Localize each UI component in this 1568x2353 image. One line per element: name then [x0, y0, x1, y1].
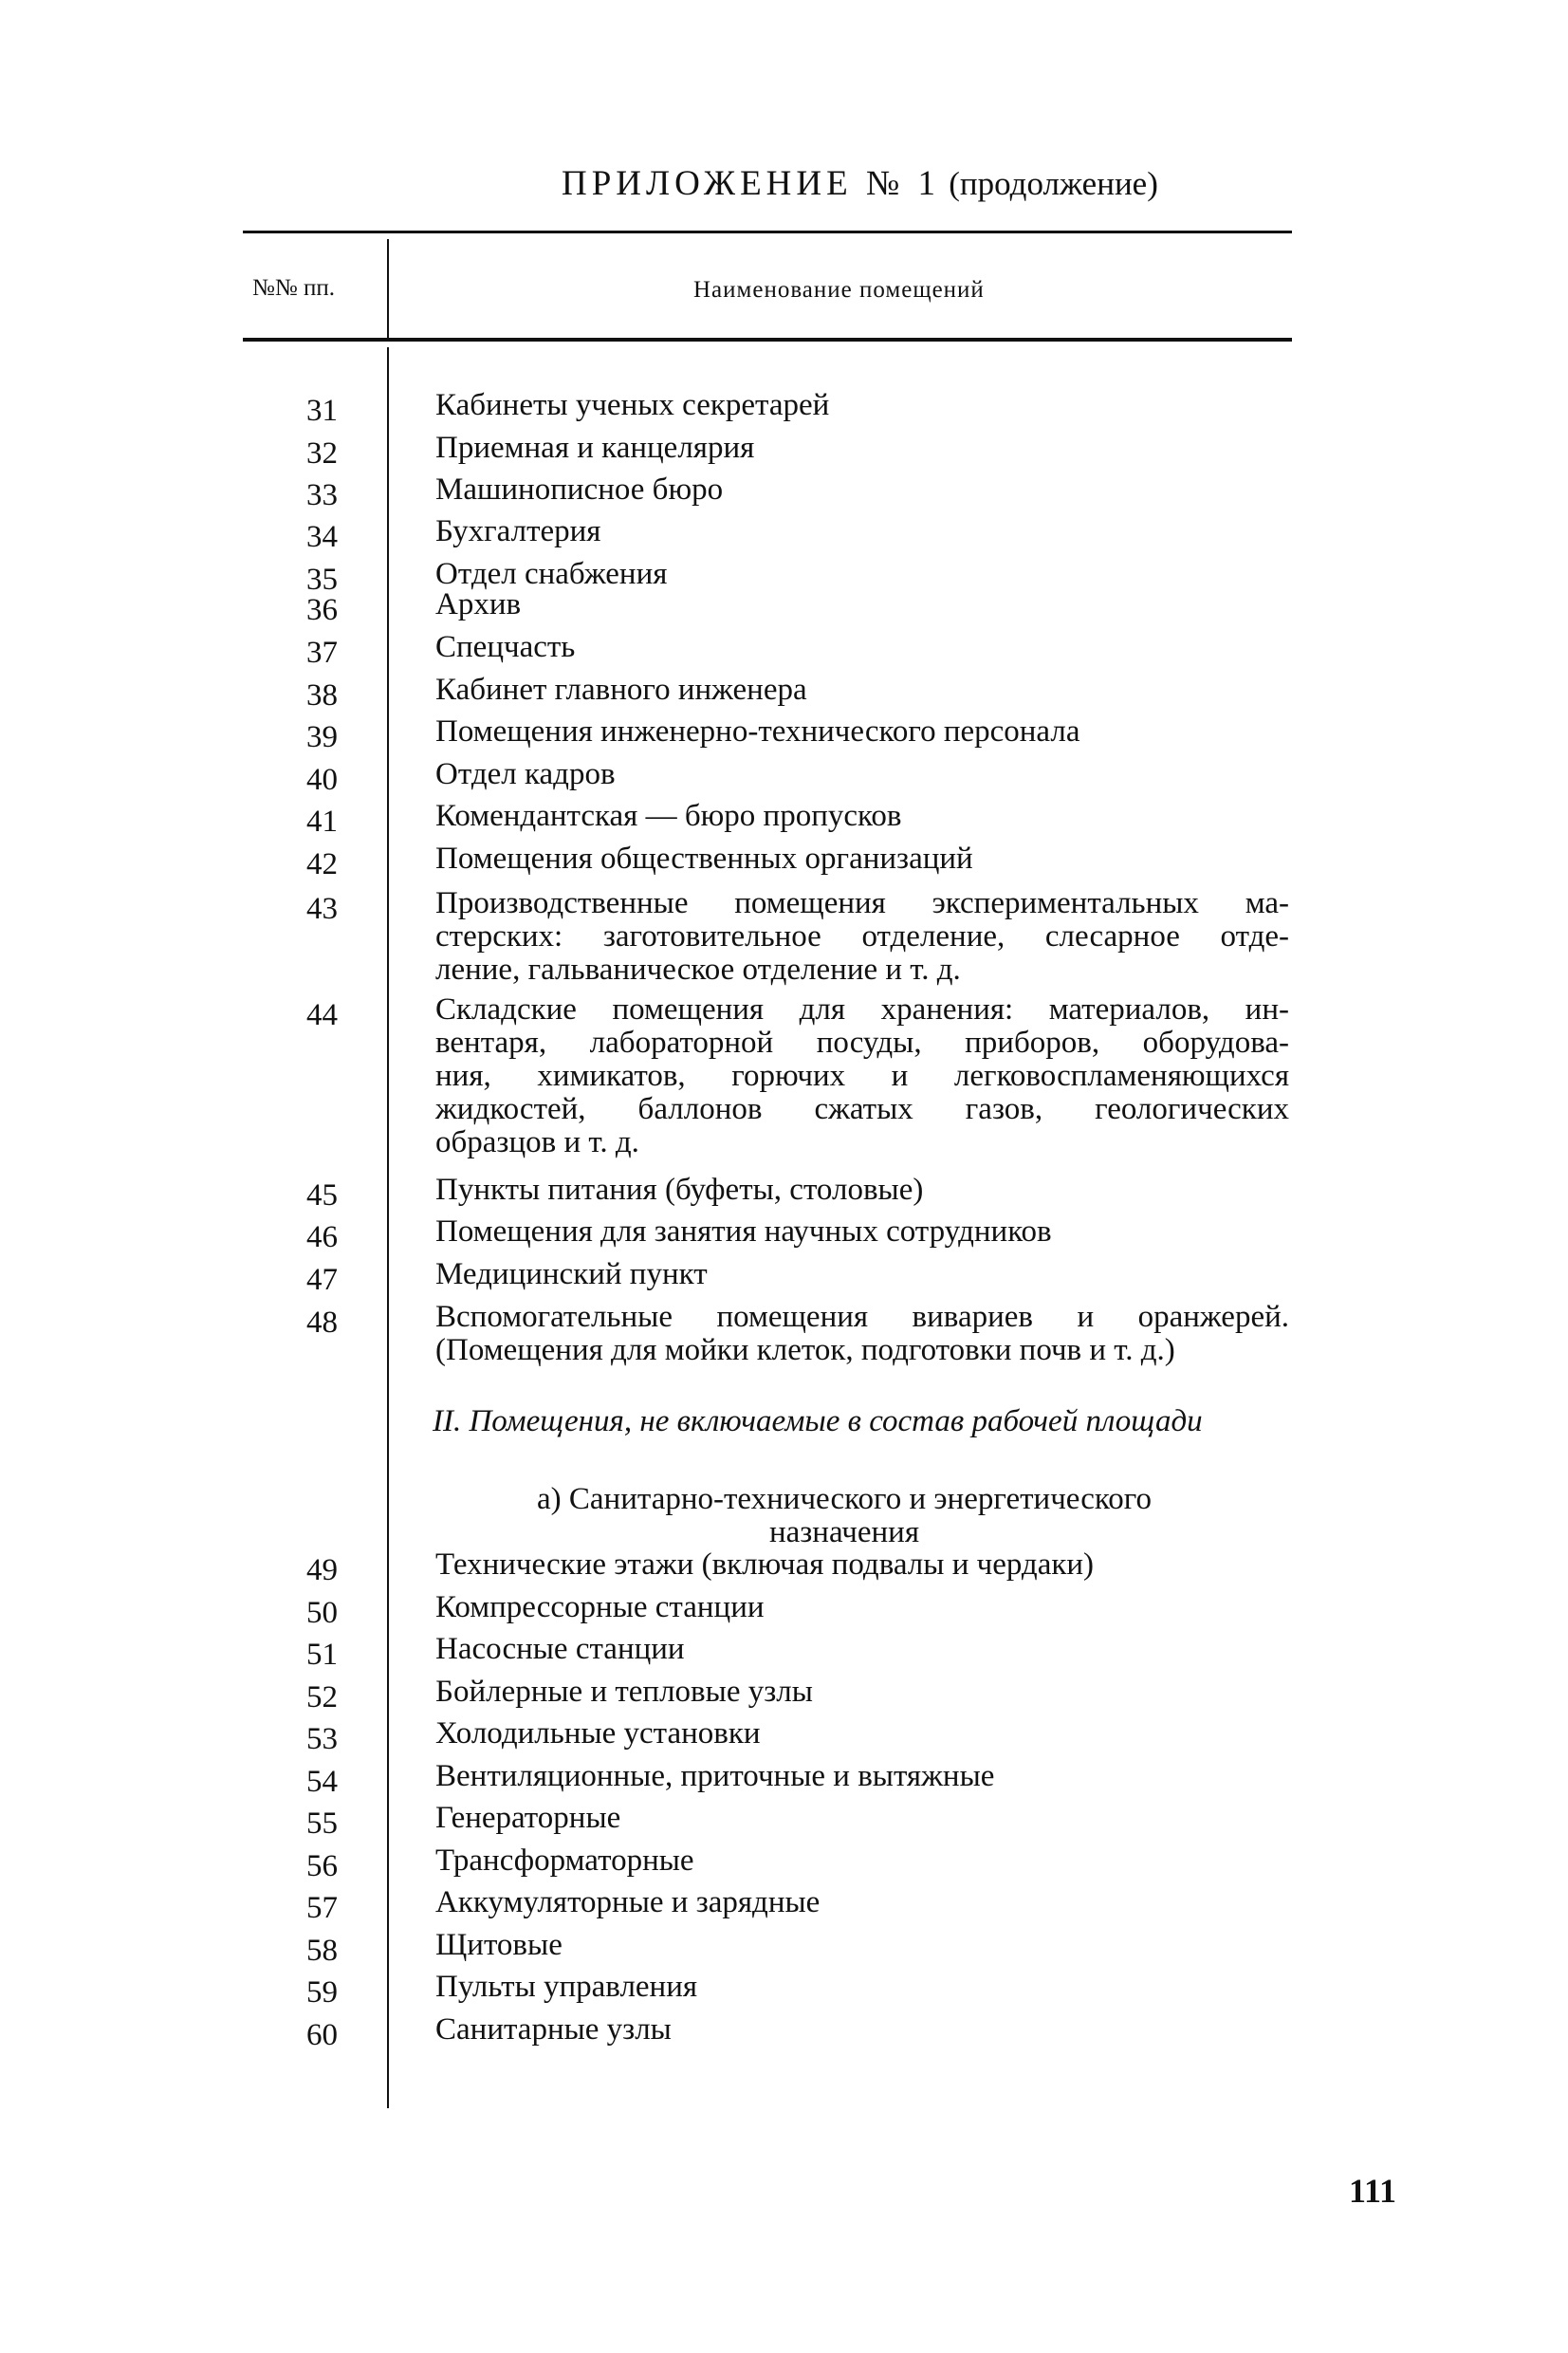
row-name — [435, 2013, 1469, 2047]
row-name-line: Холодильные установки — [435, 1716, 761, 1751]
row-name — [435, 1174, 1469, 1207]
row-name-line: Технические этажи (включая подвалы и чердаки) — [435, 1547, 1095, 1582]
row-number: 46 — [306, 1220, 338, 1254]
row-name — [435, 758, 1469, 791]
row-name-line: Бухгалтерия — [435, 514, 601, 548]
row-name — [435, 473, 1469, 507]
column-divider-body — [387, 347, 389, 2108]
row-number: 55 — [306, 1806, 338, 1841]
row-name-line: Кабинеты ученых секретарей — [435, 388, 830, 422]
row-number: 43 — [306, 892, 338, 926]
row-name-line: вентаря, лабораторной посуды, приборов, оборудова- — [435, 1026, 1289, 1060]
row-name — [435, 1258, 1469, 1291]
row-name — [435, 1548, 1469, 1582]
row-number: 52 — [306, 1680, 338, 1714]
row-number: 34 — [306, 520, 338, 554]
row-name — [435, 1844, 1469, 1878]
row-number: 36 — [306, 593, 338, 627]
row-name-line: ление, гальваническое отделение и т. д. — [435, 953, 961, 987]
row-number: 59 — [306, 1975, 338, 2010]
row-name-line: Медицинский пункт — [435, 1257, 708, 1291]
row-number: 40 — [306, 763, 338, 797]
row-name-line: Отдел кадров — [435, 757, 616, 791]
row-name-line: Отдел снабжения — [435, 557, 668, 591]
row-name-line: ния, химикатов, горючих и легковоспламеняющихся — [435, 1059, 1289, 1093]
page-number: 111 — [1349, 2172, 1397, 2210]
row-name-line: Компрессорные станции — [435, 1590, 765, 1624]
row-name-line: Бойлерные и тепловые узлы — [435, 1675, 813, 1709]
row-number: 45 — [306, 1178, 338, 1213]
row-number: 57 — [306, 1891, 338, 1925]
row-name-line: Комендантская — бюро пропусков — [435, 799, 902, 833]
row-name — [435, 1760, 1469, 1793]
row-name — [435, 1633, 1469, 1666]
row-name — [435, 631, 1469, 664]
row-name-line: Производственные помещения экспериментальных ма- — [435, 886, 1289, 920]
row-number: 56 — [306, 1849, 338, 1883]
column-header-name: Наименование помещений — [693, 277, 985, 303]
row-name-line: (Помещения для мойки клеток, подготовки почв и т. д.) — [435, 1333, 1175, 1367]
row-name — [435, 1802, 1469, 1835]
row-name-line: Насосные станции — [435, 1632, 685, 1666]
row-number: 41 — [306, 805, 338, 839]
row-name-line: Пункты питания (буфеты, столовые) — [435, 1173, 924, 1207]
row-name — [435, 1301, 1469, 1367]
row-name-line: Аккумуляторные и зарядные — [435, 1885, 821, 1919]
row-name — [435, 515, 1469, 548]
row-name-line: Помещения общественных организаций — [435, 842, 973, 876]
row-number: 38 — [306, 678, 338, 713]
row-name — [435, 1676, 1469, 1709]
subsection-heading — [484, 1483, 1243, 1549]
row-name — [435, 389, 1469, 422]
row-name-line: Приемная и канцелярия — [435, 431, 755, 465]
row-name — [435, 800, 1469, 833]
row-number: 47 — [306, 1263, 338, 1297]
column-divider-header — [387, 239, 389, 338]
row-name — [435, 715, 1469, 749]
row-name-line: Вентиляционные, приточные и вытяжные — [435, 1759, 995, 1793]
row-name — [435, 1717, 1469, 1751]
row-number: 51 — [306, 1638, 338, 1672]
row-name-line: Вспомогательные помещения вивариев и оранжерей. — [435, 1300, 1289, 1334]
row-number: 35 — [306, 563, 338, 597]
row-name — [435, 588, 1469, 621]
table-header-rule — [243, 338, 1292, 342]
row-number: 58 — [306, 1934, 338, 1968]
row-name — [435, 432, 1469, 465]
row-number: 42 — [306, 847, 338, 881]
row-number: 54 — [306, 1765, 338, 1799]
row-number: 44 — [306, 998, 338, 1032]
row-name-line: Кабинет главного инженера — [435, 673, 807, 707]
row-name — [435, 558, 1469, 591]
row-name-line: Архив — [435, 587, 522, 621]
row-number: 49 — [306, 1553, 338, 1587]
row-name-line: Спецчасть — [435, 630, 576, 664]
row-name — [435, 993, 1469, 1159]
row-name-line: Помещения инженерно-технического персонала — [435, 714, 1080, 749]
appendix-title: ПРИЛОЖЕНИЕ № 1 — [562, 164, 941, 203]
row-number: 53 — [306, 1722, 338, 1756]
row-name — [435, 1215, 1469, 1249]
row-name-line: Машинописное бюро — [435, 472, 724, 507]
row-number: 37 — [306, 636, 338, 670]
row-name-line: Помещения для занятия научных сотрудников — [435, 1214, 1052, 1249]
row-number: 32 — [306, 436, 338, 471]
row-name-line: Пульты управления — [435, 1970, 698, 2004]
table-top-rule — [243, 231, 1292, 233]
row-name-line: Санитарные узлы — [435, 2012, 672, 2047]
subsection-heading-line: а) Санитарно-технического и энергетического — [537, 1482, 1152, 1516]
row-name — [435, 1591, 1469, 1624]
row-name-line: Трансформаторные — [435, 1843, 694, 1878]
row-number: 31 — [306, 394, 338, 428]
row-number: 39 — [306, 720, 338, 754]
row-number: 60 — [306, 2018, 338, 2052]
row-name-line: стерских: заготовительное отделение, слесарное отде- — [435, 919, 1289, 954]
appendix-subtitle: (продолжение) — [949, 165, 1158, 202]
page-title — [562, 166, 1158, 201]
row-name-line: жидкостей, баллонов сжатых газов, геологических — [435, 1092, 1289, 1126]
row-name — [435, 1971, 1469, 2004]
row-number: 33 — [306, 478, 338, 512]
row-name-line: Складские помещения для хранения: материалов, ин- — [435, 992, 1289, 1027]
row-name-line: образцов и т. д. — [435, 1125, 639, 1159]
row-name — [435, 1886, 1469, 1919]
column-header-number: №№ пп. — [252, 275, 335, 301]
row-number: 50 — [306, 1596, 338, 1630]
row-name — [435, 1929, 1469, 1962]
subsection-heading-line: назначения — [768, 1515, 920, 1549]
row-name-line: Генераторные — [435, 1801, 621, 1835]
row-number: 48 — [306, 1306, 338, 1340]
section-heading: II. Помещения, не включаемые в состав рабочей площади — [433, 1404, 1203, 1438]
row-name-line: Щитовые — [435, 1928, 563, 1962]
row-name — [435, 674, 1469, 707]
row-name — [435, 887, 1469, 987]
row-name — [435, 843, 1469, 876]
